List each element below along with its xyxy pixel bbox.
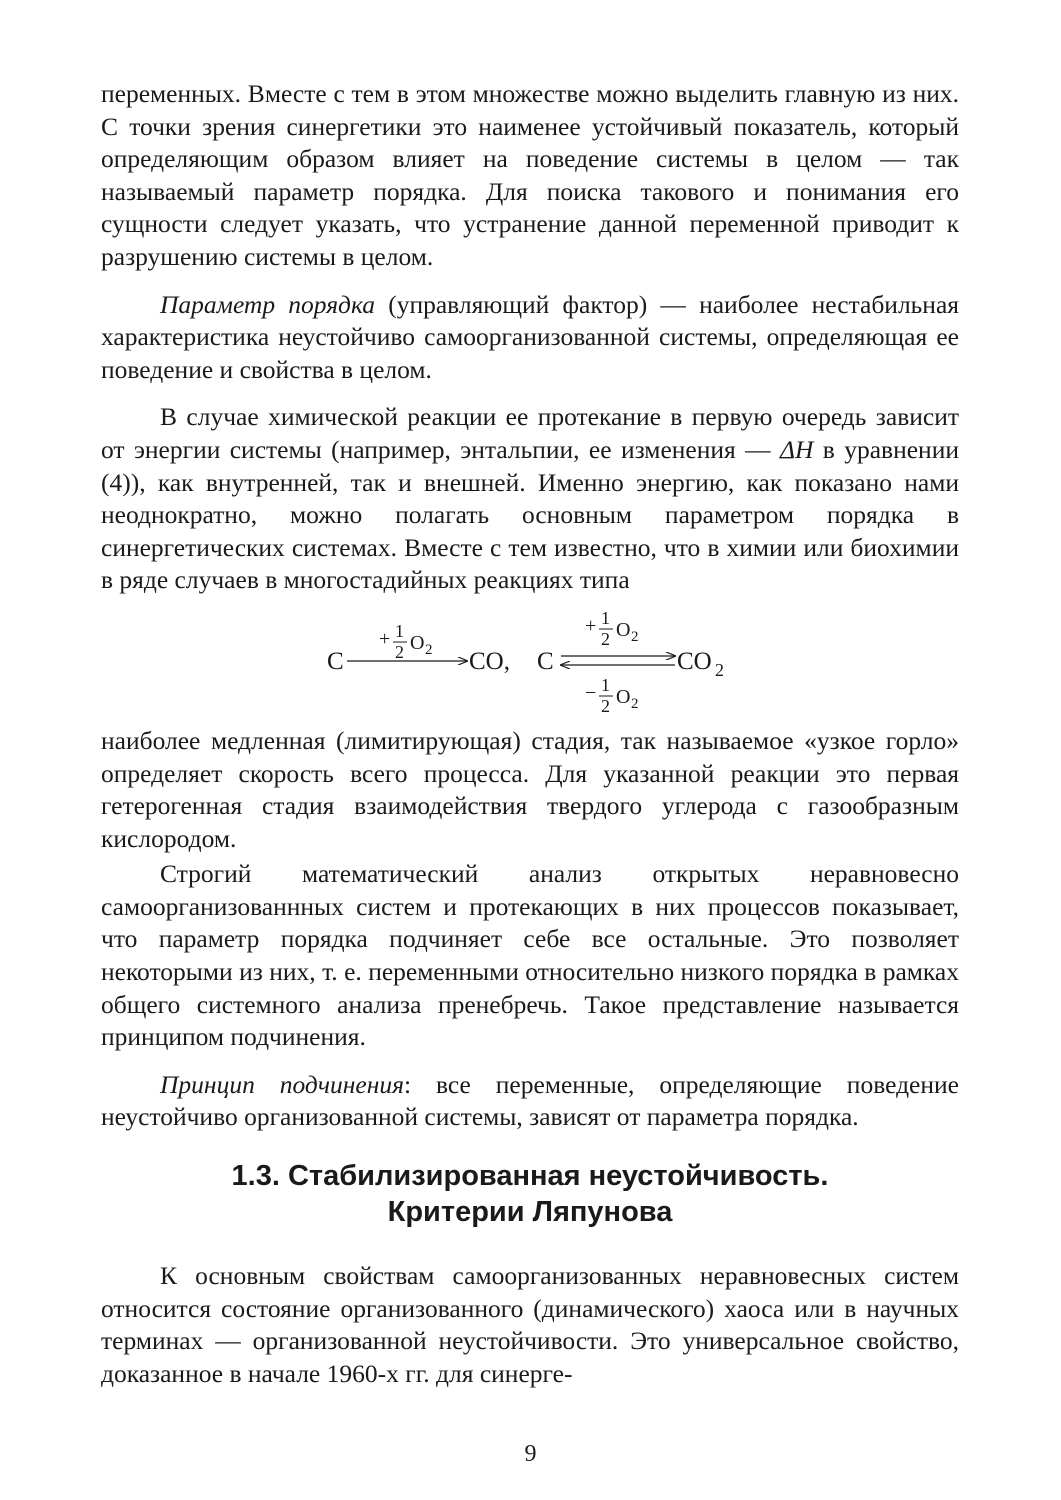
fraction-denominator-1: 2: [395, 641, 404, 662]
plus-sign-1: +: [379, 627, 391, 650]
product-co2-subscript: 2: [715, 659, 724, 680]
paragraph-subordination-principle: [101, 1069, 959, 1134]
oxygen-subscript-1: 2: [425, 641, 433, 658]
fraction-numerator-1: 1: [395, 620, 404, 641]
paragraph-bottleneck: наиболее медленная (лимитирующая) стадия, так называемое «узкое горло» определяет скорость всего процесса. Для указанной реакции это первая гетерогенная стадия взаимодействия твердого углерода с газообразным кислородом.: [101, 725, 959, 853]
product-co2: CO: [677, 647, 712, 675]
section-heading: [101, 1158, 959, 1230]
definition-text: (управляющий фактор) — наиболее нестабильная характеристика неустойчиво самоорганизованной системы, определяющая ее поведение и свойства в целом.: [101, 289, 959, 384]
reaction-formula-svg: [101, 607, 959, 719]
section-heading-line-1: 1.3. Стабилизированная неустойчивость.: [231, 1160, 829, 1193]
fraction-denominator-2: 2: [601, 628, 610, 649]
paragraph-1: переменных. Вместе с тем в этом множестве можно выделить главную из них. С точки зрения синергетики это наименее устойчивый показатель, который определяющим образом влияет на поведение системы в целом — так называемый параметр порядка. Для поиска такового и понимания его сущности следует указать, что устранение данной переменной приводит к разрушению системы в целом.: [101, 79, 959, 271]
paragraph-chemical-reaction: [101, 401, 959, 597]
paragraph-order-parameter-definition: [101, 289, 959, 387]
reaction-formula: [101, 607, 959, 719]
term-subordination-principle: Принцип подчинения: [160, 1069, 404, 1099]
fraction-numerator-3: 1: [601, 674, 610, 695]
product-co: CO,: [469, 647, 510, 675]
oxygen-1: O: [410, 631, 425, 654]
fraction-denominator-3: 2: [601, 695, 610, 716]
reactant-c-2: C: [537, 647, 554, 675]
delta-h-symbol: ΔH: [780, 434, 814, 464]
section-heading-line-2: Критерии Ляпунова: [387, 1196, 673, 1229]
paragraph-organized-chaos: К основным свойствам самоорганизованных неравновесных систем относится состояние организованного (динамического) хаоса или в научных терминах — организованной неустойчивости. Это универсальное свойство, доказанное в начале 1960-х гг. для синерге-: [101, 1261, 959, 1388]
minus-sign: −: [585, 681, 597, 704]
page-content: [101, 78, 959, 1390]
fraction-numerator-2: 1: [601, 607, 610, 628]
text-segment: В случае химической реакции ее протекание в первую очередь зависит от энергии системы (например, энтальпии, ее изменения —: [101, 402, 959, 464]
oxygen-subscript-2: 2: [631, 628, 639, 645]
oxygen-2: O: [616, 618, 631, 641]
text-segment: в уравнении (4)), как внутренней, так и внешней. Именно энергию, как показано нами неоднократно, можно полагать основным параметром порядка в синергетических системах. Вместе с тем известно, что в химии или биохимии в ряде случаев в многостадийных реакциях типа: [101, 434, 959, 595]
paragraph-math-analysis: Строгий математический анализ открытых неравновесно самоорганизованнных систем и протекающих в них процессов показывает, что параметр порядка подчиняет себе все остальные. Это позволяет некоторыми из них, т. е. переменными относительно низкого порядка в рамках общего системного анализа пренебречь. Такое представление называется принципом подчинения.: [101, 859, 959, 1052]
reactant-c-1: C: [327, 647, 344, 675]
page-number: 9: [524, 1441, 537, 1467]
term-order-parameter: Параметр порядка: [160, 289, 375, 319]
plus-sign-2: +: [585, 614, 597, 637]
oxygen-subscript-3: 2: [631, 695, 639, 712]
oxygen-3: O: [616, 685, 631, 708]
principle-text: : все переменные, определяющие поведение неустойчиво организованной системы, зависят от параметра порядка.: [101, 1069, 959, 1132]
